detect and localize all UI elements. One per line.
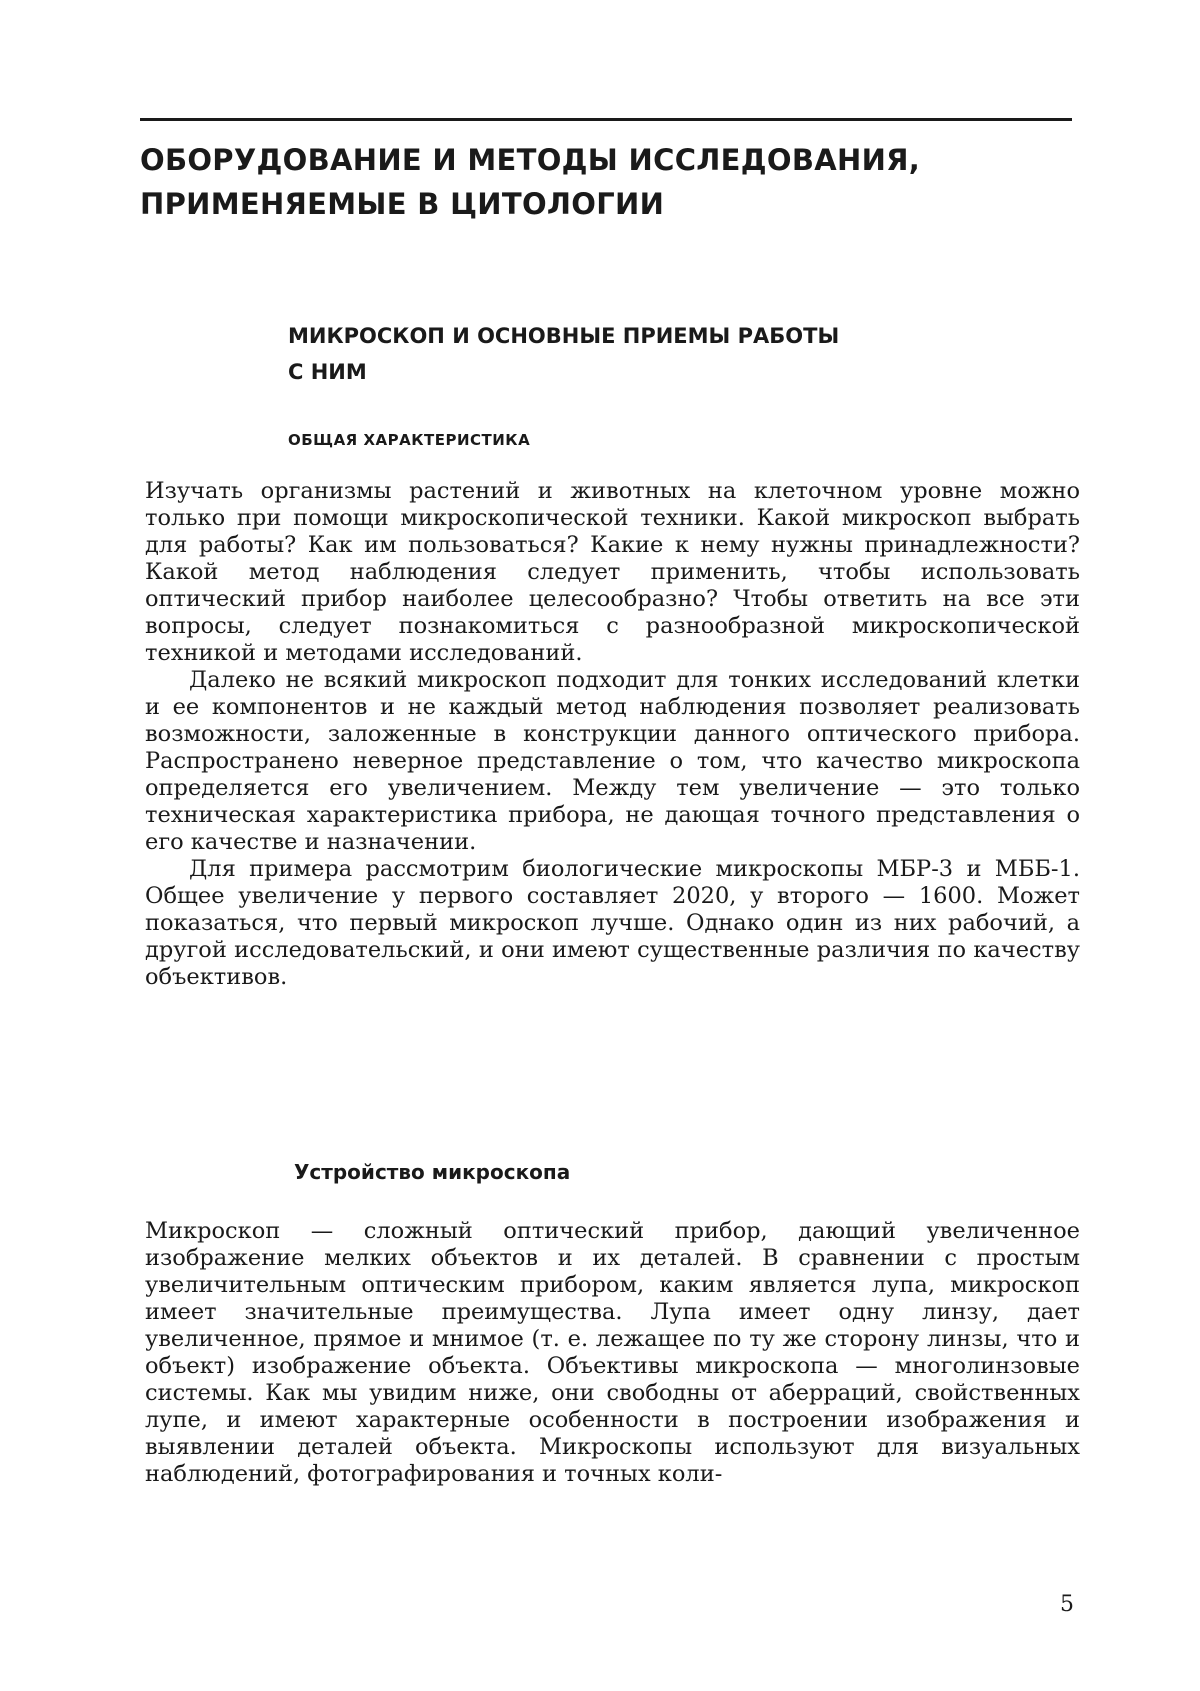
general-text <box>145 478 1080 991</box>
top-rule <box>140 118 1072 121</box>
section-title-line-2: С НИМ <box>288 354 988 390</box>
section-title <box>288 318 988 390</box>
paragraph-2: Далеко не всякий микроскоп подходит для тонких исследований клетки и ее компонентов и не каждый метод наблюдения позволяет реализовать возможности, заложенные в конструкции данного оптического прибора. Распространено неверное представление о том, что качество микроскопа определяется его увеличением. Между тем увеличение — это только техническая характеристика прибора, не дающая точного представления о его качестве и назначении. <box>145 667 1080 856</box>
device-heading: Устройство микроскопа <box>294 1158 570 1186</box>
device-paragraph: Микроскоп — сложный оптический прибор, дающий увеличенное изображение мелких объектов и их деталей. В сравнении с простым увеличительным оптическим прибором, каким является лупа, микроскоп имеет значительные преимущества. Лупа имеет одну линзу, дает увеличенное, прямое и мнимое (т. е. лежащее по ту же сторону линзы, что и объект) изображение объекта. Объективы микроскопа — многолинзовые системы. Как мы увидим ниже, они свободны от аберраций, свойственных лупе, и имеют характерные особенности в построении изображения и выявлении деталей объекта. Микроскопы используют для визуальных наблюдений, фотографирования и точных коли- <box>145 1218 1080 1488</box>
subsection-title: ОБЩАЯ ХАРАКТЕРИСТИКА <box>288 428 530 452</box>
book-page <box>0 0 1200 1691</box>
page-number: 5 <box>1060 1592 1074 1618</box>
paragraph-1: Изучать организмы растений и животных на клеточном уровне можно только при помощи микроскопической техники. Какой микроскоп выбрать для работы? Как им пользоваться? Какие к нему нужны принадлежности? Какой метод наблюдения следует применить, чтобы использовать оптический прибор наиболее целесообразно? Чтобы ответить на все эти вопросы, следует познакомиться с разнообразной микроскопической техникой и методами исследований. <box>145 478 1080 667</box>
chapter-title <box>140 138 1080 226</box>
paragraph-3: Для примера рассмотрим биологические микроскопы МБР-3 и МББ-1. Общее увеличение у первого составляет 2020, у второго — 1600. Может показаться, что первый микроскоп лучше. Однако один из них рабочий, а другой исследовательский, и они имеют существенные различия по качеству объективов. <box>145 856 1080 991</box>
chapter-title-line-1: ОБОРУДОВАНИЕ И МЕТОДЫ ИССЛЕДОВАНИЯ, <box>140 138 1080 182</box>
device-text <box>145 1218 1080 1488</box>
section-title-line-1: МИКРОСКОП И ОСНОВНЫЕ ПРИЕМЫ РАБОТЫ <box>288 318 988 354</box>
chapter-title-line-2: ПРИМЕНЯЕМЫЕ В ЦИТОЛОГИИ <box>140 182 1080 226</box>
